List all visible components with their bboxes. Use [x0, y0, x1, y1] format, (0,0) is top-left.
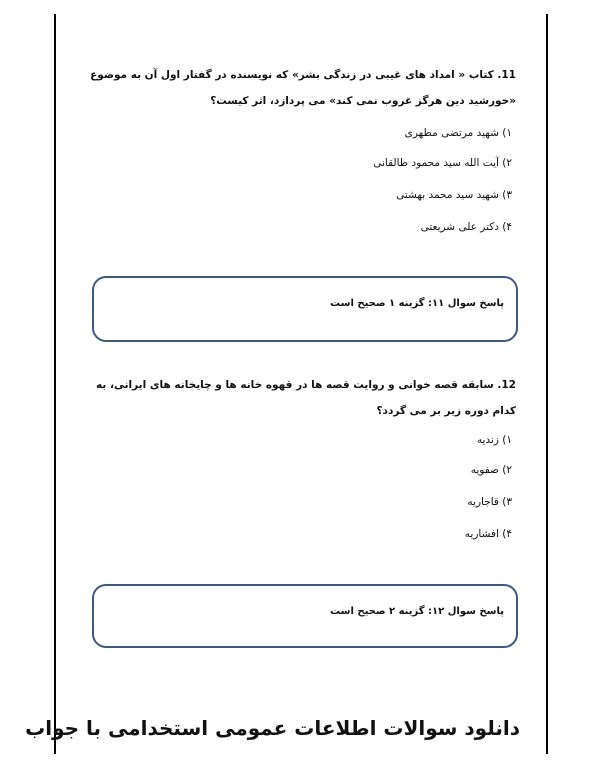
question-11-option-1: ۱) شهید مرتضی مطهری	[404, 127, 512, 139]
question-11-option-2: ۲) آیت الله سید محمود طالقانی	[373, 157, 512, 169]
question-12-option-2: ۲) صفویه	[470, 464, 512, 476]
question-12-option-4: ۴) افشاریه	[464, 528, 512, 540]
question-12-option-1: ۱) زندیه	[476, 434, 512, 446]
question-12-text: 12. سابقه قصه خوانی و روایت قصه ها در قهوه خانه ها و چایخانه های ایرانی، به کدام دوره زیر بر می گردد؟	[96, 379, 516, 417]
answer-box-11	[92, 276, 518, 342]
question-11-option-3: ۳) شهید سید محمد بهشتی	[396, 189, 512, 201]
answer-11-text: پاسخ سوال ۱۱: گزینه ۱ صحیح است	[330, 298, 504, 309]
question-12-option-3: ۳) قاجاریه	[467, 496, 512, 508]
answer-box-12	[92, 584, 518, 648]
question-11-option-4: ۴) دکتر علی شریعتی	[420, 221, 512, 233]
footer-download-link[interactable]: دانلود سوالات اطلاعات عمومی استخدامی با جواب	[25, 716, 520, 740]
question-11-text: 11. کتاب « امداد های غیبی در زندگی بشر» که نویسنده در گفتار اول آن به موضوع «خورشید دین هرگز غروب نمی کند» می پردازد، اثر کیست؟	[90, 69, 516, 107]
answer-12-text: پاسخ سوال ۱۲: گزینه ۲ صحیح است	[330, 606, 504, 617]
